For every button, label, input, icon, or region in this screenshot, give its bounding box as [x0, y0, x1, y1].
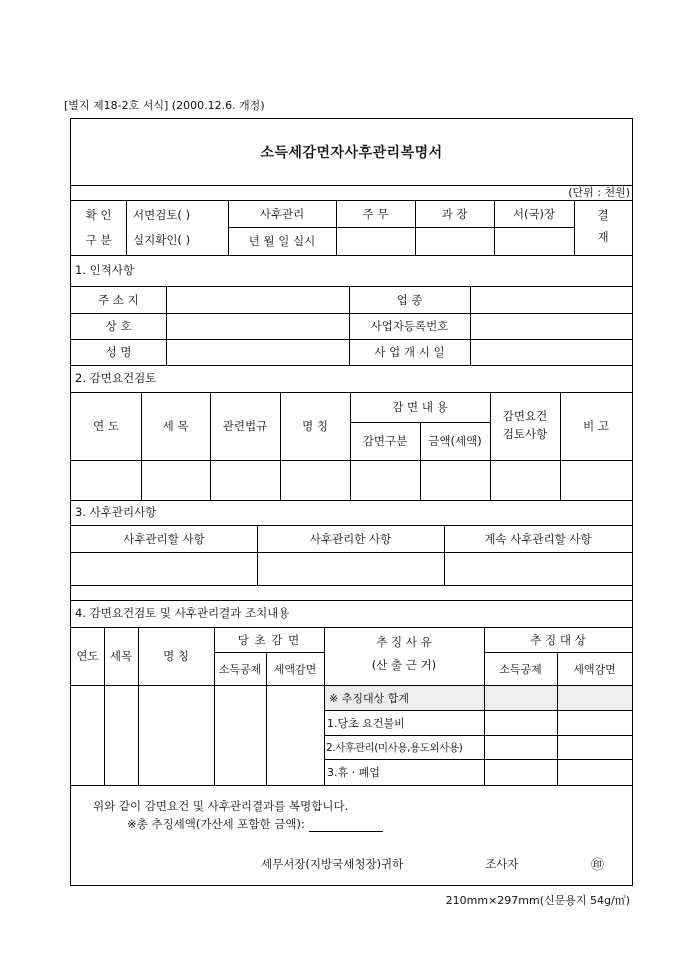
name-input[interactable] [167, 340, 349, 365]
address-label: 주 소 지 [98, 292, 139, 307]
recovery-target-header: 추 징 대 상 [530, 632, 586, 647]
section-title: 2. 감면요건검토 [75, 371, 157, 385]
s4-name-header: 명 칭 [163, 649, 189, 663]
s4-year-header: 연도 [76, 649, 99, 663]
approval-kind-label: 구 분 [85, 233, 112, 247]
reg-no-label: 사업자등록번호 [370, 319, 449, 333]
sign-label: 결 [597, 208, 609, 222]
after-mgmt-label: 사후관리 [259, 206, 305, 221]
amount-header: 금액(세액) [428, 434, 482, 448]
unit-label: (단위 : 천원) [568, 186, 630, 199]
seal-icon[interactable]: ㊞ [591, 858, 605, 873]
recovery-sum-label: ※ 추징대상 합계 [329, 691, 409, 705]
form-title: 소득세감면자사후관리복명서 [260, 145, 443, 161]
closing-sentence: 위와 같이 감면요건 및 사후관리결과를 복명합니다. [93, 799, 349, 813]
reduction-kind-header: 감면구분 [362, 434, 408, 448]
inspector-label: 조사자 [485, 857, 519, 871]
total-recovery-input[interactable] [309, 819, 383, 832]
total-recovery-label: ※총 추징세액(가산세 포함한 금액): [127, 817, 305, 831]
law-header: 관련법규 [222, 419, 268, 433]
s4-tax-item-header: 세목 [109, 649, 133, 663]
review-data-row[interactable] [71, 461, 632, 500]
review-header: 감면요건 [502, 409, 548, 423]
section-title: 3. 사후관리사항 [75, 505, 157, 519]
mgmt-done-input[interactable] [258, 553, 444, 585]
report-form [70, 118, 633, 886]
income-deduct-header: 소득공제 [218, 662, 262, 676]
reason-item: 1.당초 요건불비 [327, 716, 405, 730]
divider [71, 185, 632, 186]
reason-item: 3.휴 · 폐업 [327, 766, 380, 779]
recovery-reason-header: 추 징 사 유 [376, 635, 432, 649]
reduction-content-header: 감 면 내 용 [392, 400, 448, 414]
target-tax-header: 세액감면 [573, 662, 616, 676]
review-doc-checkbox[interactable]: 서면검토( ) [133, 207, 191, 222]
review-site-checkbox[interactable]: 실지확인( ) [133, 233, 191, 247]
head-label: 서(국)장 [512, 206, 556, 221]
addressee: 세무서장(지방국세청장)귀하 [261, 857, 404, 871]
mgmt-todo-header: 사후관리할 사항 [123, 531, 205, 546]
tax-item-header: 세 목 [162, 419, 189, 433]
address-input[interactable] [167, 287, 349, 313]
remark-header: 비 고 [583, 419, 609, 433]
officer-label: 주 무 [362, 206, 389, 221]
total-recovery-line [127, 816, 383, 832]
section-title: 4. 감면요건검토 및 사후관리결과 조치내용 [75, 606, 290, 620]
original-reduction-header: 당 초 감 면 [237, 632, 301, 647]
chief-sign-box[interactable] [415, 227, 494, 255]
approval-kind-label: 확 인 [85, 207, 112, 222]
review-header: 검토사항 [502, 427, 548, 441]
mgmt-continue-header: 계속 사후관리할 사항 [484, 531, 592, 546]
industry-input[interactable] [471, 287, 632, 313]
sign-label: 재 [597, 230, 609, 244]
date-done-field[interactable]: 년 월 일 실시 [248, 234, 316, 248]
tax-reduct-header: 세액감면 [273, 662, 317, 676]
reg-no-input[interactable] [471, 314, 632, 339]
start-date-label: 사 업 개 시 일 [374, 345, 445, 359]
chief-label: 과 장 [441, 206, 468, 221]
start-date-input[interactable] [471, 340, 632, 365]
business-name-label: 상 호 [105, 319, 132, 333]
mgmt-done-header: 사후관리한 사항 [309, 531, 392, 546]
target-income-header: 소득공제 [499, 662, 542, 676]
officer-sign-box[interactable] [336, 227, 415, 255]
section-title: 1. 인적사항 [75, 263, 135, 277]
industry-label: 업 종 [396, 292, 423, 307]
mgmt-continue-input[interactable] [445, 553, 632, 585]
name-header: 명 칭 [302, 419, 328, 433]
business-name-input[interactable] [167, 314, 349, 339]
form-number-note: [별지 제18-2호 서식] (2000.12.6. 개정) [64, 99, 265, 112]
head-sign-box[interactable] [494, 227, 574, 255]
reason-item: 2.사후관리(미사용,용도외사용) [326, 741, 463, 754]
recovery-basis-header: (산 출 근 거) [371, 658, 437, 672]
year-header: 연 도 [93, 419, 119, 433]
name-label: 성 명 [105, 345, 132, 359]
paper-spec: 210mm×297mm(신문용지 54g/㎡) [445, 894, 630, 907]
mgmt-todo-input[interactable] [71, 553, 257, 585]
